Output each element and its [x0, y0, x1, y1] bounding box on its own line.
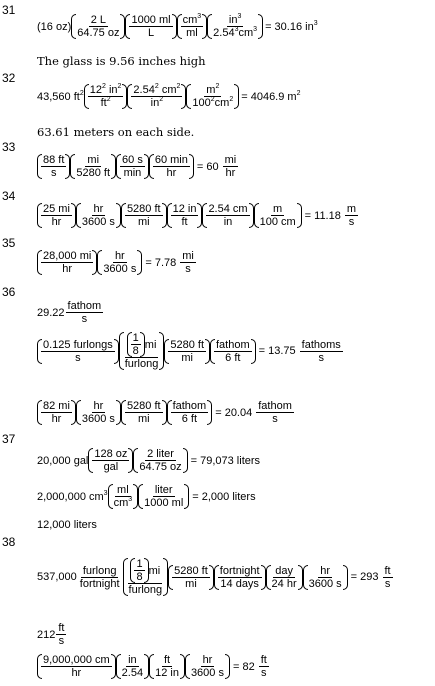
result: = 4046.9 $m^2$ [241, 89, 301, 103]
num: fathom [216, 338, 250, 351]
den: in [223, 216, 233, 228]
den: s [81, 313, 88, 325]
den: 14 days [220, 577, 259, 590]
result-unit-den: s [261, 667, 267, 679]
den: in [150, 97, 160, 109]
den: hr [51, 413, 62, 425]
den: mi [137, 413, 150, 425]
problem-34-number: 34 [2, 189, 16, 203]
result: = 2,000 liters [192, 490, 256, 503]
den: 100 [192, 97, 211, 109]
num-unit: cm [161, 84, 177, 96]
den: 6 ft [181, 413, 198, 425]
result: = 60 [196, 160, 219, 173]
problem-38c-equation [37, 654, 270, 679]
den: ml [186, 27, 198, 39]
den: furlong [124, 358, 159, 370]
num: ml [117, 484, 129, 496]
inner-num: 1 [132, 332, 139, 344]
problem-32-number: 32 [2, 71, 16, 85]
num: ft [163, 654, 171, 666]
result: = 13.75 [258, 345, 296, 357]
problem-36a-equation [37, 300, 104, 325]
problem-38-number: 38 [2, 535, 16, 549]
result-unit-num: mi [182, 250, 194, 262]
result-unit-den: s [272, 413, 278, 425]
num: 12 in [172, 203, 197, 215]
den: 6 ft [225, 351, 241, 364]
num: furlong [82, 564, 117, 577]
den-unit: cm [238, 27, 254, 39]
problem-31-answer: The glass is 9.56 inches high [37, 54, 206, 68]
num: fathom [67, 300, 102, 312]
problem-37-number: 37 [2, 432, 16, 446]
problem-35-number: 35 [2, 236, 16, 250]
num: hr [93, 203, 104, 215]
den: mi [181, 351, 193, 364]
num: mi [148, 564, 161, 577]
den: 64.75 oz [77, 27, 120, 39]
problem-37c-answer: 12,000 liters [37, 519, 97, 531]
num: cm [182, 14, 198, 26]
result-unit-num: fathom [258, 400, 292, 412]
problem-37a-equation [37, 448, 263, 473]
num: 2.54 cm [208, 203, 248, 215]
lead: 212 [37, 628, 56, 641]
den: 3600 s [308, 577, 342, 590]
lead: 537,000 [37, 571, 77, 583]
result-unit-den: hr [225, 167, 236, 179]
den: s [50, 167, 57, 179]
den: 24 hr [271, 577, 297, 590]
problem-32-equation: 43,560 $ft^2$ $12^2$ $in^2$ $ft^2$ 2.54$^2$ $cm^2$ $in^2$ $m^2$ $100^2cm^2$ = 4046.9 $m^2$ [37, 83, 301, 109]
num: 5280 ft [170, 338, 204, 351]
result-unit-num: ft [260, 654, 267, 666]
problem-36c-equation [37, 400, 295, 425]
num: 0.125 furlongs [43, 338, 113, 351]
lead: 2,000,000 $cm^3$ [37, 489, 108, 503]
num: 60 min [154, 154, 188, 166]
num: 5280 ft [174, 564, 208, 577]
result-unit-den: s [348, 216, 355, 228]
result-unit-num: mi [224, 154, 237, 166]
result-unit-num: fathoms [301, 338, 341, 351]
num: mi [144, 338, 157, 351]
den: fortnight [79, 577, 120, 590]
num: 60 s [122, 154, 143, 166]
result-unit-den: s [185, 263, 191, 275]
lead: 43,560 $ft^2$ [37, 89, 84, 103]
problem-31-number: 31 [2, 3, 16, 17]
lead: 29.22 [37, 306, 65, 319]
den: mi [137, 216, 150, 228]
num: 25 mi [43, 203, 70, 215]
num: 12 [89, 84, 102, 96]
num: day [275, 564, 293, 577]
den: 64.75 oz [139, 461, 182, 473]
den-unit: cm [214, 97, 230, 109]
num: 88 ft [43, 154, 65, 166]
result-unit-den: s [318, 351, 324, 364]
num: hr [320, 564, 331, 577]
den: mi [185, 577, 197, 590]
result-unit-den: s [384, 577, 391, 590]
den: gal [103, 461, 119, 473]
num: ft [58, 622, 65, 634]
inner-num: 1 [136, 558, 143, 570]
den: ft [181, 216, 188, 228]
num-unit: in [108, 84, 118, 96]
lead: 20,000 gal [37, 454, 89, 467]
problem-35-equation [37, 250, 197, 275]
den: 100 cm [259, 216, 296, 228]
problem-36-number: 36 [2, 285, 16, 299]
num: m [206, 84, 216, 96]
num: liter [154, 484, 173, 496]
den: 2.54 [121, 667, 144, 679]
num: 2 liter [147, 448, 174, 460]
problem-33-equation [37, 154, 239, 179]
problem-31-equation: (16 oz) $\frac{2 L}{64.75 oz}$ $\frac{1000 ml}{L}$ $cm^3$ ml $in^3$ $2.54^3cm^3$ = 30.16 $in^3$ [37, 13, 318, 39]
den: s [58, 635, 65, 647]
den: L [147, 27, 155, 39]
num: 5280 ft [126, 400, 161, 412]
den: hr [71, 667, 82, 679]
num: m [273, 203, 283, 215]
num: mi [87, 154, 100, 166]
num: 1000 ml [131, 14, 171, 26]
den: ft [100, 97, 107, 109]
lead: (16 oz) [37, 20, 72, 33]
problem-37b-equation: 2,000,000 $cm^3$ ml $cm^3$ liter 1000 ml = 2,000 liters [37, 484, 256, 509]
num: in [228, 14, 238, 26]
result-unit-num: ft [384, 564, 391, 577]
den: min [123, 167, 142, 179]
num: 128 oz [94, 448, 128, 460]
num: 2.54 [133, 84, 155, 96]
result: = 82 [232, 660, 255, 673]
den: cm [113, 497, 129, 509]
result: = 20.04 [215, 406, 253, 419]
den: 3600 s [190, 667, 224, 679]
num: 28,000 mi [43, 250, 92, 262]
problem-36b-equation [37, 332, 344, 370]
den: furlong [128, 584, 163, 596]
result: = 293 [350, 571, 379, 583]
result: = 79,073 liters [190, 454, 261, 467]
num: 5280 ft [126, 203, 161, 215]
problem-33-number: 33 [2, 140, 16, 154]
den: 12 in [155, 667, 179, 679]
num: hr [202, 654, 213, 666]
result: = 11.18 [304, 209, 341, 222]
den: hr [166, 167, 177, 179]
den: 1000 ml [144, 497, 184, 509]
num: in [128, 654, 137, 666]
num: fortnight [219, 564, 260, 577]
num: fathom [172, 400, 207, 412]
problem-38a-equation [37, 558, 394, 596]
den: 2.54 [213, 27, 235, 39]
problem-38b-equation [37, 622, 67, 647]
den: 3600 s [103, 263, 137, 275]
num: hr [93, 400, 104, 412]
num: 9,000,000 cm [43, 654, 110, 666]
result: = 7.78 [145, 256, 177, 269]
problem-34-equation [37, 203, 359, 228]
den: hr [62, 263, 73, 275]
problem-32-answer: 63.61 meters on each side. [37, 125, 195, 139]
result: = 30.16 $in^3$ [265, 19, 318, 33]
num: 2 L [90, 14, 106, 26]
num: hr [114, 250, 125, 262]
num: 82 mi [43, 400, 70, 412]
den: 3600 s [81, 413, 115, 425]
den: s [75, 351, 81, 364]
inner-den: 8 [132, 345, 139, 357]
den: 3600 s [81, 216, 115, 228]
den: 5280 ft [76, 167, 111, 179]
den: hr [51, 216, 62, 228]
inner-den: 8 [136, 571, 143, 583]
result-unit-num: m [346, 203, 357, 215]
